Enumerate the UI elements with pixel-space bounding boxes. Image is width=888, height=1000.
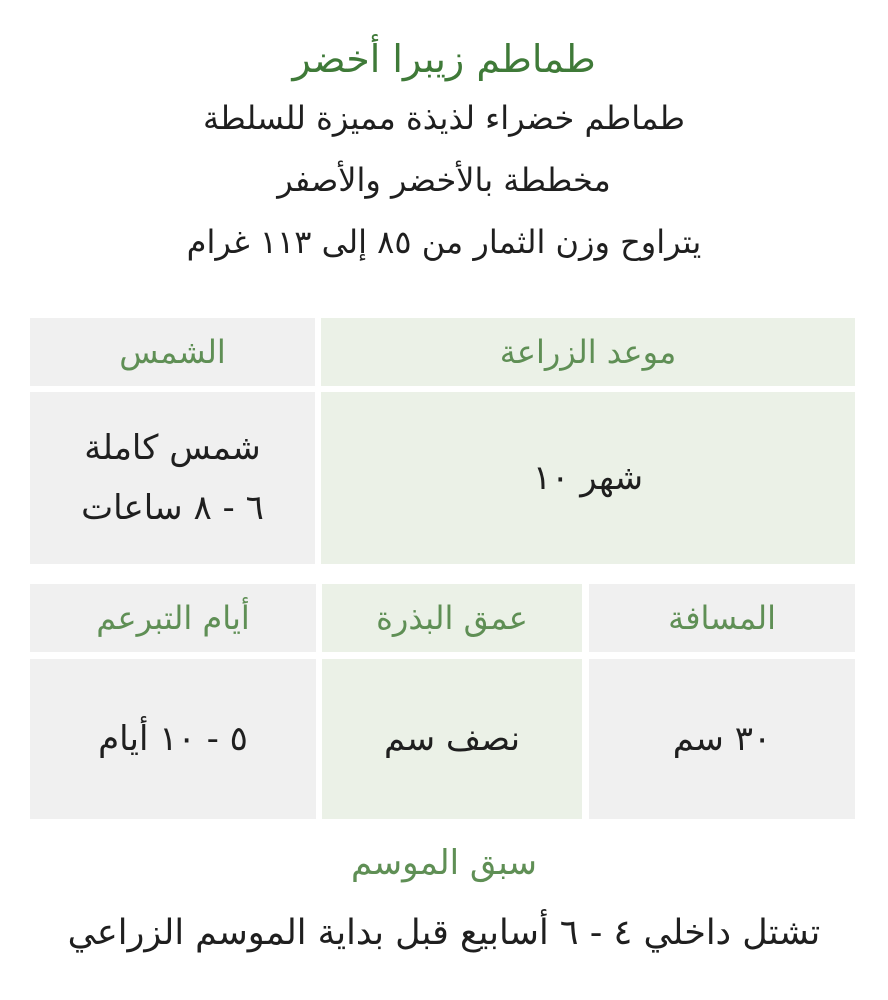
seed-depth-label: عمق البذرة xyxy=(376,599,528,637)
spacing-cell xyxy=(589,659,855,819)
spacing-value: ٣٠ سم xyxy=(672,719,772,759)
planting-date-value: شهر ١٠ xyxy=(532,458,644,498)
spacing-label: المسافة xyxy=(668,599,776,637)
germination-cell xyxy=(30,659,316,819)
product-title: طماطم زيبرا أخضر xyxy=(292,37,596,81)
season-text: تشتل داخلي ٤ - ٦ أسابيع قبل بداية الموسم الزراعي xyxy=(67,913,821,953)
germination-header xyxy=(30,584,316,652)
planting-date-header xyxy=(321,318,855,386)
seed-depth-cell xyxy=(322,659,582,819)
description-line-2: مخططة بالأخضر والأصفر xyxy=(277,161,611,199)
sun-cell xyxy=(30,392,315,564)
description-line-1: طماطم خضراء لذيذة مميزة للسلطة xyxy=(203,99,685,137)
planting-date-label: موعد الزراعة xyxy=(499,333,677,371)
spacing-header xyxy=(589,584,855,652)
germination-value: ٥ - ١٠ أيام xyxy=(98,719,248,759)
seed-depth-header xyxy=(322,584,582,652)
sun-value-line-2: ٦ - ٨ ساعات xyxy=(81,488,264,528)
sun-value-line-1: شمس كاملة xyxy=(84,428,261,468)
planting-date-cell xyxy=(321,392,855,564)
germination-label: أيام التبرعم xyxy=(96,599,250,637)
sun-label: الشمس xyxy=(119,333,226,371)
season-label: سبق الموسم xyxy=(350,843,538,883)
sun-header xyxy=(30,318,315,386)
seed-depth-value: نصف سم xyxy=(383,719,521,759)
description-line-3: يتراوح وزن الثمار من ٨٥ إلى ١١٣ غرام xyxy=(186,223,702,261)
